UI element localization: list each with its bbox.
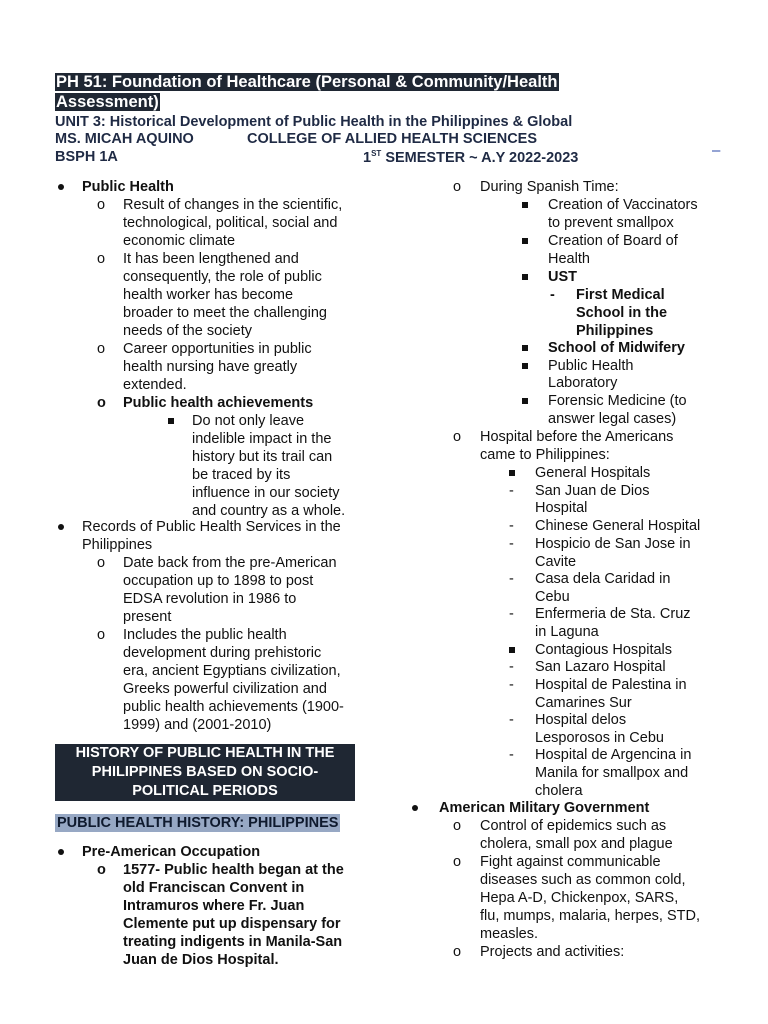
list-item: EDSA revolution in 1986 to [123, 591, 297, 607]
list-item: UST [548, 269, 577, 285]
circle-marker: o [97, 395, 106, 411]
dash-marker: - [509, 483, 514, 499]
circle-marker: o [97, 555, 106, 571]
list-item: health worker has become [123, 287, 294, 303]
list-item: Laboratory [548, 375, 618, 391]
dash-marker: - [509, 606, 514, 622]
list-item: needs of the society [123, 323, 252, 339]
square-bullet-icon [522, 274, 528, 280]
list-item: Greeks powerful civilization and [123, 681, 327, 697]
dash-marker: - [509, 659, 514, 675]
list-item: extended. [123, 377, 187, 393]
list-item: Projects and activities: [480, 944, 625, 960]
list-item: School in the [576, 305, 668, 321]
list-item: School of Midwifery [548, 340, 685, 356]
square-bullet-icon [509, 470, 515, 476]
list-item: Includes the public health [123, 627, 287, 643]
circle-marker: o [97, 341, 106, 357]
list-item: First Medical [576, 287, 665, 303]
dash-marker: - [509, 571, 514, 587]
list-item: Casa dela Caridad in [535, 571, 671, 587]
list-item: consequently, the role of public [123, 269, 322, 285]
list-item: San Juan de Dios [535, 483, 650, 499]
list-item: Cavite [535, 554, 577, 570]
circle-marker: o [453, 179, 462, 195]
list-item: occupation up to 1898 to post [123, 573, 314, 589]
instructor-name: MS. MICAH AQUINO [55, 131, 194, 147]
dash-marker: - [509, 712, 514, 728]
list-item: Hospital delos [535, 712, 627, 728]
circle-marker: o [97, 627, 106, 643]
list-item: to prevent smallpox [548, 215, 674, 231]
banner-line: POLITICAL PERIODS [132, 783, 278, 799]
square-bullet-icon [522, 363, 528, 369]
list-item: public health achievements (1900- [123, 699, 344, 715]
list-item: San Lazaro Hospital [535, 659, 666, 675]
list-item: history but its trail can [192, 449, 333, 465]
list-item: influence in our society [192, 485, 340, 501]
list-item: 1999) and (2001-2010) [123, 717, 272, 733]
list-item: Cebu [535, 589, 570, 605]
list-item: Hospital de Palestina in [535, 677, 687, 693]
document-title: PH 51: Foundation of Healthcare (Personal & Community/Health Assessment) [56, 73, 558, 111]
list-item: Philippines [82, 537, 153, 553]
bullet-icon [58, 184, 64, 190]
list-item: Hospital de Argencina in [535, 747, 692, 763]
list-item: Career opportunities in public [123, 341, 312, 357]
list-item: 1577- Public health began at the [123, 862, 344, 878]
square-bullet-icon [522, 238, 528, 244]
list-item: Philippines [576, 323, 654, 339]
list-item: flu, mumps, malaria, herpes, STD, [480, 908, 700, 924]
list-item-heading: Pre-American Occupation [82, 844, 261, 860]
circle-marker: o [453, 944, 462, 960]
dash-marker: - [550, 287, 555, 303]
bullet-icon [58, 849, 64, 855]
list-item: technological, political, social and [123, 215, 338, 231]
subsection-banner: PUBLIC HEALTH HISTORY: PHILIPPINES [57, 815, 339, 831]
list-item: Hepa A-D, Chickenpox, SARS, [480, 890, 679, 906]
list-item: Result of changes in the scientific, [123, 197, 343, 213]
list-item: Manila for smallpox and [535, 765, 689, 781]
square-bullet-icon [509, 647, 515, 653]
list-item: Enfermeria de Sta. Cruz [535, 606, 691, 622]
list-item: in Laguna [535, 624, 599, 640]
college-name: COLLEGE OF ALLIED HEALTH SCIENCES [247, 131, 538, 147]
list-item: treating indigents in Manila-San [123, 934, 343, 950]
dash-marker: - [509, 677, 514, 693]
section-banner [55, 744, 355, 801]
list-item: present [123, 609, 172, 625]
list-item: era, ancient Egyptians civilization, [123, 663, 341, 679]
circle-marker: o [453, 429, 462, 445]
list-item: be traced by its [192, 467, 291, 483]
list-item: Records of Public Health Services in the [82, 519, 341, 535]
list-item: Control of epidemics such as [480, 818, 667, 834]
list-item: answer legal cases) [548, 411, 677, 427]
list-item: Camarines Sur [535, 695, 632, 711]
list-item: Creation of Vaccinators [548, 197, 698, 213]
unit-title: UNIT 3: Historical Development of Public Health in the Philippines & Global [55, 114, 573, 130]
list-item: broader to meet the challenging [123, 305, 327, 321]
square-bullet-icon [522, 202, 528, 208]
list-item-heading: American Military Government [439, 800, 650, 816]
list-item: health nursing have greatly [123, 359, 298, 375]
bullet-icon [412, 805, 418, 811]
list-item: Creation of Board of [548, 233, 678, 249]
circle-marker: o [97, 251, 106, 267]
banner-line: HISTORY OF PUBLIC HEALTH IN THE [75, 745, 335, 761]
circle-marker: o [97, 862, 106, 878]
square-bullet-icon [522, 345, 528, 351]
list-item: economic climate [123, 233, 236, 249]
list-item: and country as a whole. [192, 503, 346, 519]
bullet-icon [58, 524, 64, 530]
list-item: Hospital [535, 500, 588, 516]
list-item: Forensic Medicine (to [548, 393, 687, 409]
list-item: cholera, small pox and plague [480, 836, 673, 852]
list-item: Lesporosos in Cebu [535, 730, 664, 746]
list-item: came to Philippines: [480, 447, 610, 463]
list-item: Date back from the pre-American [123, 555, 337, 571]
list-item: development during prehistoric [123, 645, 322, 661]
list-item: Do not only leave [192, 413, 305, 429]
square-bullet-icon [522, 398, 528, 404]
circle-marker: o [97, 197, 106, 213]
dash-marker: - [509, 518, 514, 534]
circle-marker: o [453, 818, 462, 834]
semester-label: 1ST SEMESTER ~ A.Y 2022-2023 [363, 149, 579, 166]
stray-mark: – [712, 142, 721, 159]
list-item: Contagious Hospitals [535, 642, 673, 658]
list-item: General Hospitals [535, 465, 651, 481]
list-item: diseases such as common cold, [480, 872, 686, 888]
list-item-heading: Public health achievements [123, 395, 314, 411]
list-item: During Spanish Time: [480, 179, 619, 195]
list-item: old Franciscan Convent in [123, 880, 305, 896]
list-item: cholera [535, 783, 583, 799]
dash-marker: - [509, 747, 514, 763]
list-item: Juan de Dios Hospital. [123, 952, 279, 968]
list-item: Chinese General Hospital [535, 518, 701, 534]
list-item: indelible impact in the [192, 431, 332, 447]
circle-marker: o [453, 854, 462, 870]
list-item: Intramuros where Fr. Juan [123, 898, 305, 914]
list-item: Health [548, 251, 590, 267]
square-bullet-icon [168, 418, 174, 424]
list-item: Hospital before the Americans [480, 429, 674, 445]
list-item: Hospicio de San Jose in [535, 536, 691, 552]
list-item-heading: Public Health [82, 179, 174, 195]
section-label: BSPH 1A [55, 149, 118, 165]
banner-line: PHILIPPINES BASED ON SOCIO- [91, 764, 319, 780]
list-item: measles. [480, 926, 539, 942]
list-item: Public Health [548, 358, 634, 374]
list-item: Fight against communicable [480, 854, 661, 870]
dash-marker: - [509, 536, 514, 552]
list-item: It has been lengthened and [123, 251, 299, 267]
list-item: Clemente put up dispensary for [123, 916, 341, 932]
